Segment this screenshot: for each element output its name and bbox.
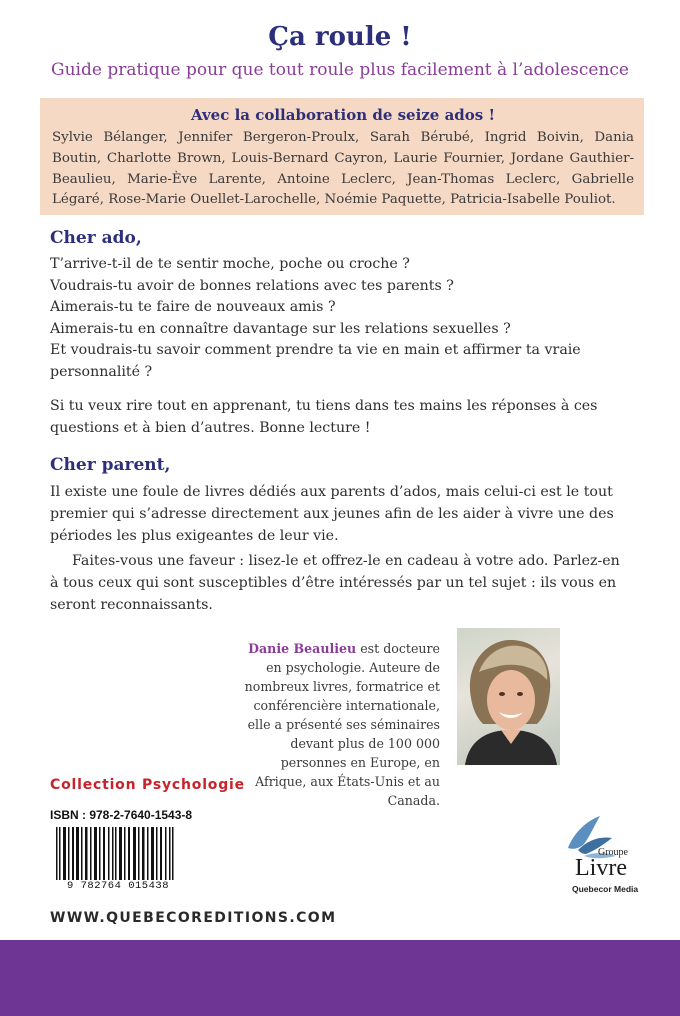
- publisher-quebecor-media: Quebecor Media: [572, 884, 639, 894]
- collaborator-names: Sylvie Bélanger, Jennifer Bergeron-Proulx, Sarah Bérubé, Ingrid Boivin, Dania Boutin, Charlotte Brown, Louis-Bernard Cayron, Laurie Fournier, Jordane Gauthier-Beaulieu, Marie-Ève Larente, Antoine Leclerc, Jean-Thomas Leclerc, Gabrielle Légaré, Rose-Marie Ouellet-Larochelle, Noémie Paquette, Patricia-Isabelle Pouliot.: [52, 130, 634, 208]
- author-bio-text: est docteure en psychologie. Auteure de nombreux livres, formatrice et conférencière internationale, elle a présenté ses séminaires devant plus de 100 000 personnes en Europe, en Afrique, aux États-Unis et au Canada.: [244, 641, 440, 808]
- collection-label: Collection Psychologie: [50, 777, 245, 793]
- question-item: Et voudrais-tu savoir comment prendre ta vie en main et affirmer ta vraie personnalité ?: [50, 342, 581, 380]
- publisher-website[interactable]: WWW.QUEBECOREDITIONS.COM: [50, 910, 337, 926]
- ado-closing: Si tu veux rire tout en apprenant, tu tiens dans tes mains les réponses à ces questions et à bien d’autres. Bonne lecture !: [50, 398, 598, 436]
- question-item: Voudrais-tu avoir de bonnes relations avec tes parents ?: [50, 277, 454, 294]
- author-name: Danie Beaulieu: [248, 641, 357, 656]
- author-photo: [457, 628, 560, 765]
- question-item: Aimerais-tu en connaître davantage sur les relations sexuelles ?: [50, 320, 511, 337]
- ado-questions: [50, 254, 610, 383]
- book-subtitle: Guide pratique pour que tout roule plus facilement à l’adolescence: [51, 60, 629, 80]
- isbn-label: ISBN : 978-2-7640-1543-8: [50, 808, 193, 822]
- collaboration-box: [40, 98, 644, 215]
- parent-paragraph-1: Il existe une foule de livres dédiés aux parents d’ados, mais celui-ci est le tout premier qui s’adresse directement aux jeunes afin de les aider à vivre une des périodes les plus exigeantes de leur vie.: [50, 484, 614, 544]
- publisher-groupe: Groupe: [598, 847, 628, 858]
- author-bio: [240, 639, 440, 810]
- parent-paragraph-2: Faites-vous une faveur : lisez-le et offrez-le en cadeau à votre ado. Parlez-en à tous ceux qui sont susceptibles d’être intéressés par un tel sujet : ils vous en seront reconnaissants.: [50, 553, 620, 613]
- author-portrait-graphic: [457, 628, 560, 765]
- question-item: T’arrive-t-il de te sentir moche, poche ou croche ?: [50, 256, 410, 272]
- question-item: Aimerais-tu te faire de nouveaux amis ?: [50, 299, 336, 315]
- barcode-number: 9 782764 015438: [50, 880, 186, 892]
- purple-footer-band: [0, 940, 680, 1016]
- parent-heading: Cher parent,: [50, 455, 171, 475]
- publisher-livre: Livre: [575, 855, 627, 881]
- book-title: Ça roule !: [268, 22, 412, 52]
- collaboration-title: Avec la collaboration de seize ados !: [190, 106, 496, 124]
- ado-heading: Cher ado,: [50, 228, 142, 248]
